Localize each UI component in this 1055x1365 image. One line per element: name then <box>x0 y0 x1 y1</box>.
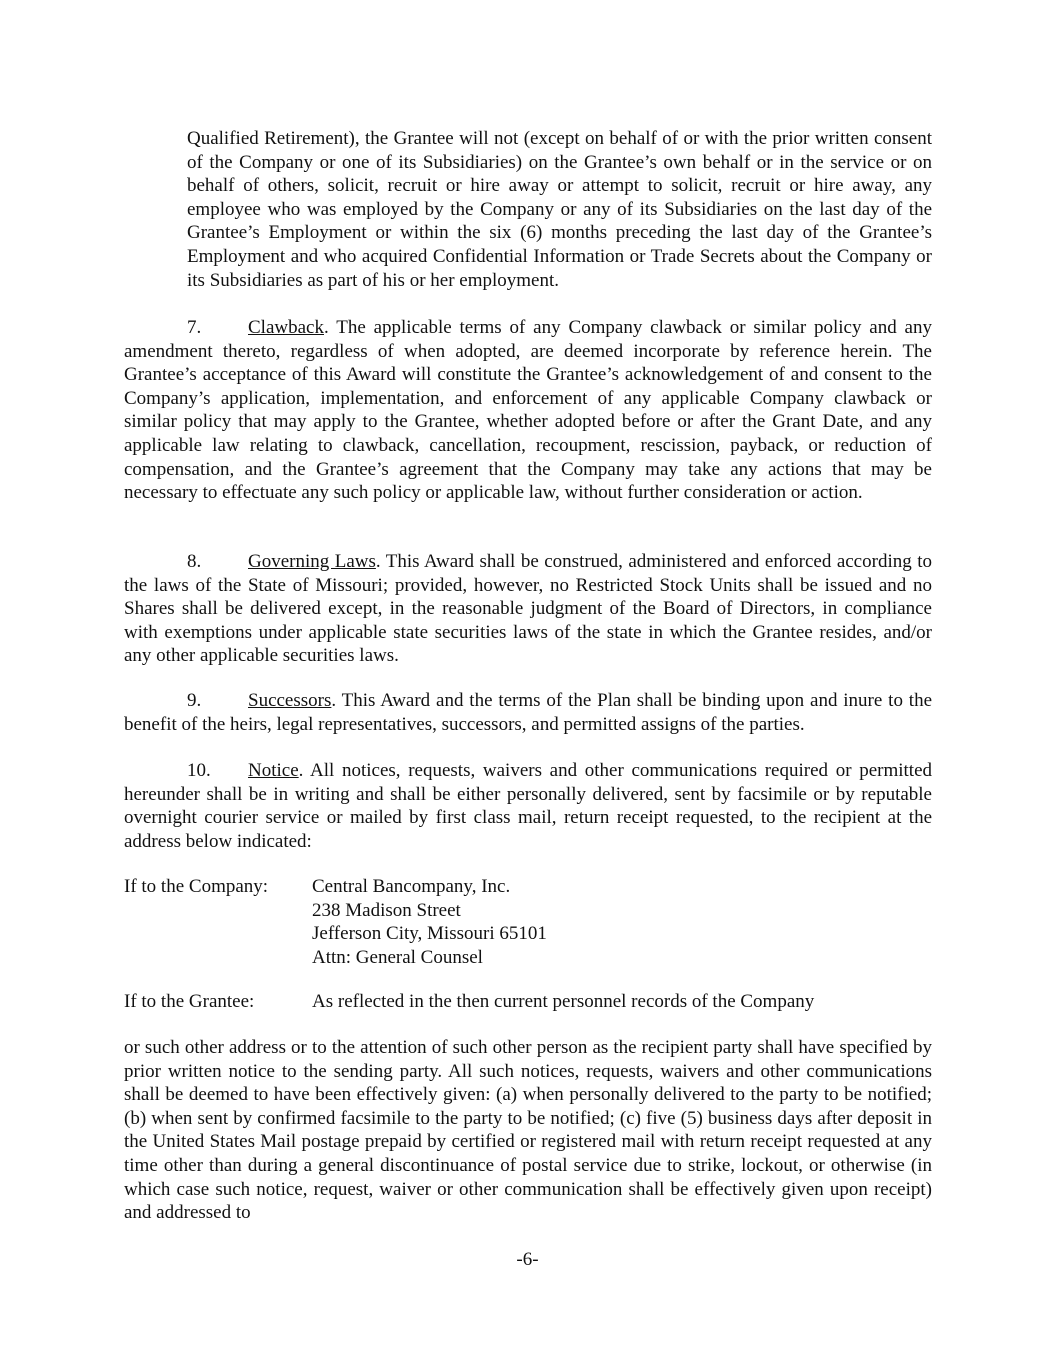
grantee-address-label: If to the Grantee: <box>124 991 255 1012</box>
page-number: -6- <box>516 1249 539 1270</box>
section-body: . This Award and the terms of the Plan shall be binding upon and inure to the benefit of the heirs, legal representatives, successors, and permitted assigns of the parties. <box>124 690 932 735</box>
company-address-line: Jefferson City, Missouri 65101 <box>312 923 547 945</box>
section-body: . This Award shall be construed, administered and enforced according to the laws of the State of Missouri; provided, however, no Restricted Stock Units shall be issued and no Shares shall be delivered except, in the reasonable judgment of the Board of Directors, in compliance with exemptions under applicable state securities laws of the state in which the Grantee resides, and/or any other applicable securities laws. <box>124 551 932 667</box>
company-address-label: If to the Company: <box>124 876 269 897</box>
section-heading: Governing Laws <box>248 551 376 572</box>
section-clawback <box>124 316 932 505</box>
section-number: 9. <box>187 690 202 711</box>
section-number: 10. <box>187 760 211 781</box>
section-number: 8. <box>187 551 202 572</box>
company-address-line: Attn: General Counsel <box>312 946 483 968</box>
company-address-line: Central Bancompany, Inc. <box>312 876 511 897</box>
company-address-lines <box>312 875 547 969</box>
section-body: . The applicable terms of any Company clawback or similar policy and any amendment thereto, regardless of when adopted, are deemed incorporate by reference herein. The Grantee’s acceptance of this Award will constitute the Grantee’s acknowledgement of and consent to the Company’s application, implementation, and enforcement of any applicable Company clawback or similar policy that may apply to the Grantee, whether adopted before or after the Grant Date, and any applicable law relating to clawback, cancellation, recoupment, rescission, payback, or reduction of compensation, and the Grantee’s agreement that the Company may take any actions that may be necessary to effectuate any such policy or applicable law, without further consideration or action. <box>124 317 932 504</box>
section-heading: Successors <box>248 690 332 711</box>
section-heading: Clawback <box>248 317 324 338</box>
section-successors <box>124 689 932 736</box>
section-body: . All notices, requests, waivers and other communications required or permitted hereunder shall be in writing and shall be either personally delivered, sent by facsimile or by reputable overnight courier service or mailed by first class mail, return receipt requested, to the recipient at the address below indicated: <box>124 760 932 852</box>
grantee-address-lines <box>312 990 814 1014</box>
section-notice <box>124 759 932 853</box>
company-address-line: 238 Madison Street <box>312 899 461 921</box>
section-heading: Notice <box>248 760 299 781</box>
section-number: 7. <box>187 317 202 338</box>
section-governing-laws <box>124 550 932 668</box>
grantee-address-value: As reflected in the then current personnel records of the Company <box>312 991 815 1012</box>
closing-paragraph: or such other address or to the attention of such other person as the recipient party shall have specified by prior written notice to the sending party. All such notices, requests, waivers and other communications shall be deemed to have been effectively given: (a) when personally delivered to the party to be notified; (b) when sent by confirmed facsimile to the party to be notified; (c) five (5) business days after deposit in the United States Mail postage prepaid by certified or registered mail with return receipt requested at any time other than during a general discontinuance of postal service due to strike, lockout, or otherwise (in which case such notice, request, waiver or other communication shall be effectively given upon receipt) and addressed to <box>124 1037 932 1224</box>
continuation-paragraph: Qualified Retirement), the Grantee will not (except on behalf of or with the prior written consent of the Company or one of its Subsidiaries) on the Grantee’s own behalf or in the service or on behalf of others, solicit, recruit or hire away or attempt to solicit, recruit or hire away, any employee who was employed by the Company or any of its Subsidiaries on the last day of the Grantee’s Employment or within the six (6) months preceding the last day of the Grantee’s Employment and who acquired Confidential Information or Trade Secrets about the Company or its Subsidiaries as part of his or her employment. <box>187 128 932 291</box>
